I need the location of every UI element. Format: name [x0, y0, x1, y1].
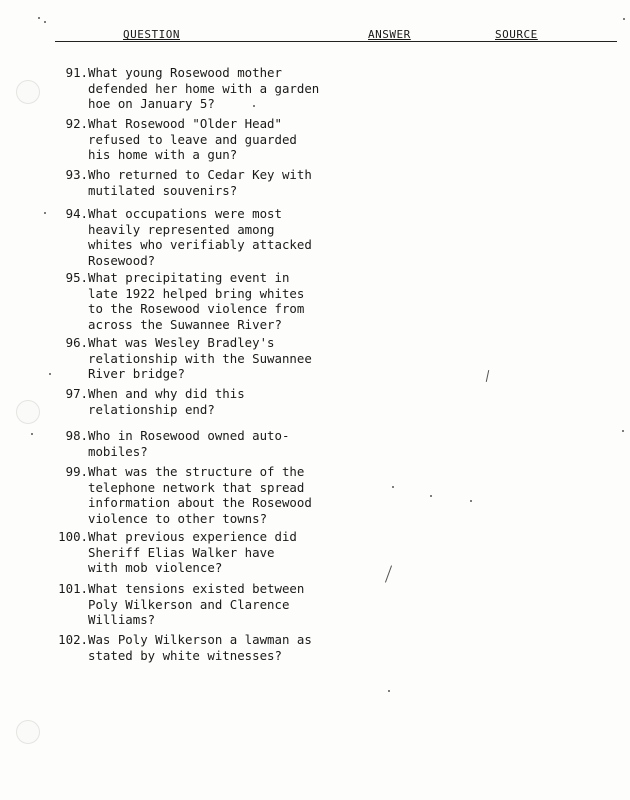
question-number: 96. [65, 335, 88, 350]
answer-column-header: ANSWER [368, 28, 411, 41]
question-text: Was Poly Wilkerson a lawman as stated by white witnesses? [88, 632, 312, 663]
question-text: What Rosewood "Older Head" refused to leave and guarded his home with a gun? [88, 116, 297, 162]
question-text: What was Wesley Bradley's relationship with the Suwannee River bridge? [88, 335, 312, 381]
question-item [55, 206, 312, 268]
question-item [55, 167, 312, 198]
scan-speck [253, 105, 255, 107]
binder-hole [16, 80, 40, 104]
question-text: When and why did this relationship end? [88, 386, 245, 417]
binder-hole [16, 720, 40, 744]
scan-speck [622, 430, 624, 432]
scan-speck [44, 21, 46, 23]
column-header-row [55, 28, 617, 42]
question-number: 94. [65, 206, 88, 221]
question-item [55, 116, 297, 163]
scan-speck [392, 486, 394, 488]
question-text: What was the structure of the telephone network that spread information about the Rosewood violence to other towns? [88, 464, 312, 526]
question-text: What young Rosewood mother defended her home with a garden hoe on January 5? [88, 65, 320, 111]
question-text: What precipitating event in late 1922 helped bring whites to the Rosewood violence from across the Suwannee River? [88, 270, 305, 332]
scan-speck [31, 433, 33, 435]
question-number: 92. [65, 116, 88, 131]
scan-speck [470, 500, 472, 502]
scan-mark [385, 565, 392, 582]
scan-speck [44, 212, 46, 214]
scan-speck [49, 373, 51, 375]
question-number: 97. [65, 386, 88, 401]
scan-speck [38, 17, 40, 19]
question-number: 99. [65, 464, 88, 479]
question-item [55, 464, 312, 526]
question-text: What previous experience did Sheriff Elias Walker have with mob violence? [88, 529, 297, 575]
question-number: 100. [58, 529, 88, 544]
question-item [55, 386, 245, 417]
question-item [55, 335, 312, 382]
question-item [55, 428, 289, 459]
question-item [48, 581, 304, 628]
question-text: What occupations were most heavily represented among whites who verifiably attacked Rosewood? [88, 206, 312, 268]
scan-speck [388, 690, 390, 692]
question-item [55, 270, 304, 332]
source-column-header: SOURCE [495, 28, 538, 41]
question-item [55, 65, 319, 112]
question-item [48, 529, 297, 576]
question-number: 101. [58, 581, 88, 596]
scan-speck [623, 18, 625, 20]
question-number: 91. [65, 65, 88, 80]
question-text: What tensions existed between Poly Wilkerson and Clarence Williams? [88, 581, 305, 627]
question-text: Who returned to Cedar Key with mutilated souvenirs? [88, 167, 312, 198]
scan-mark [486, 370, 489, 382]
binder-hole [16, 400, 40, 424]
question-number: 95. [65, 270, 88, 285]
question-column-header: QUESTION [123, 28, 180, 41]
question-item [48, 632, 312, 663]
question-text: Who in Rosewood owned auto- mobiles? [88, 428, 290, 459]
question-number: 98. [65, 428, 88, 443]
question-number: 102. [58, 632, 88, 647]
question-number: 93. [65, 167, 88, 182]
scan-speck [430, 495, 432, 497]
